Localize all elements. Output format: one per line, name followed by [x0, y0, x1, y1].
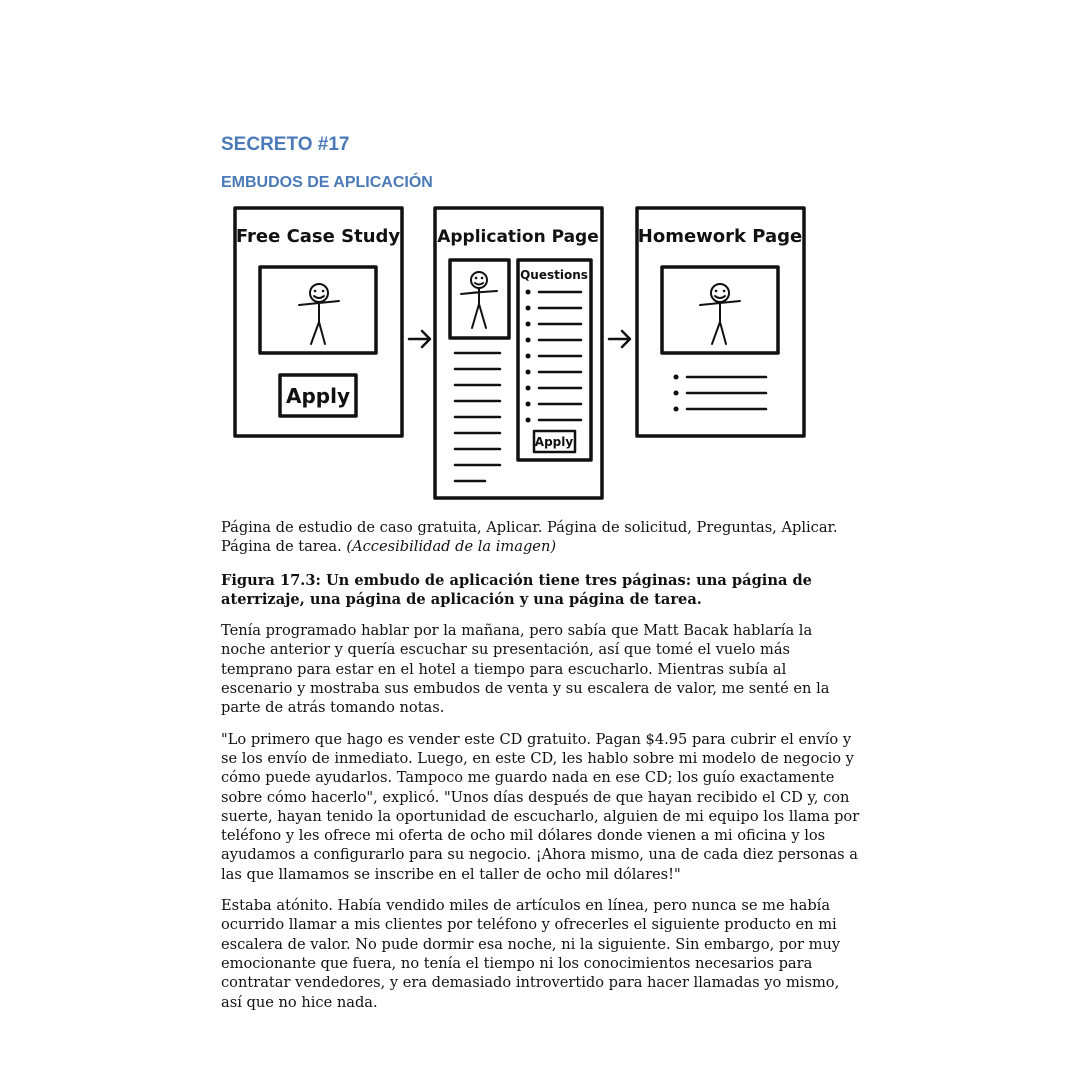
body-paragraph-1: Tenía programado hablar por la mañana, pero sabía que Matt Bacak hablaría la noche anterior y quería escuchar su presentación, así que tomé el vuelo más temprano para estar en el hotel a tiempo para escucharlo. Mientras subía al escenario y mostraba sus embudos de venta y su escalera de valor, me senté en la parte de atrás tomando notas. — [221, 622, 830, 717]
body-paragraph-2: "Lo primero que hago es vender este CD gratuito. Pagan $4.95 para cubrir el envío y se los envío de inmediato. Luego, en este CD, les hablo sobre mi modelo de negocio y cómo puede ayudarlos. Tampoco me guardo nada en ese CD; los guío exactamente sobre cómo hacerlo", explicó. "Unos días después de que hayan recibido el CD y, con suerte, hayan tenido la oportunidad de escucharlo, alguien de mi equipo los llama por teléfono y les ofrece mi oferta de ocho mil dólares donde vienen a mi oficina y los ayudamos a configurarlo para su negocio. ¡Ahora mismo, una de cada diez personas a las que llamamos se inscribe en el taller de ocho mil dólares!" — [221, 730, 860, 883]
stick-figure-icon — [461, 272, 497, 328]
panel-2-title: Application Page — [437, 227, 599, 247]
panel-2-apply-button: Apply — [534, 435, 574, 449]
funnel-figure — [221, 206, 811, 502]
questions-label: Questions — [520, 268, 588, 282]
funnel-diagram — [221, 206, 811, 502]
bullet-list — [676, 377, 766, 409]
text-lines — [455, 353, 500, 481]
panel-1-apply-button: Apply — [285, 384, 351, 408]
arrow-right-icon — [609, 331, 630, 347]
section-title: SECRETO #17 — [221, 134, 350, 155]
panel-free-case-study — [235, 208, 402, 436]
question-list — [528, 292, 581, 420]
stick-figure-icon — [299, 284, 339, 344]
body-paragraph-3: Estaba atónito. Había vendido miles de artículos en línea, pero nunca se me había ocurrido llamar a mis clientes por teléfono y ofrecerles el siguiente producto en mi escalera de valor. No pude dormir esa noche, ni la siguiente. Sin embargo, por muy emocionante que fuera, no tenía el tiempo ni los conocimientos necesarios para contratar vendedores, y era demasiado introvertido para hacer llamadas yo mismo, así que no hice nada. — [221, 897, 841, 1011]
document-page — [221, 130, 861, 1012]
accessibility-link[interactable]: (Accesibilidad de la imagen) — [346, 538, 557, 556]
panel-1-title: Free Case Study — [235, 226, 401, 247]
arrow-right-icon — [409, 331, 430, 347]
panel-3-title: Homework Page — [637, 226, 803, 247]
section-subtitle: EMBUDOS DE APLICACIÓN — [221, 174, 433, 191]
figure-alt-text — [221, 518, 861, 557]
panel-application-page — [435, 208, 602, 498]
panel-homework-page — [637, 208, 804, 436]
alt-description: Página de estudio de caso gratuita, Aplicar. Página de solicitud, Preguntas, Aplicar. Página de tarea. — [221, 519, 838, 556]
figure-caption: Figura 17.3: Un embudo de aplicación tiene tres páginas: una página de aterrizaje, una página de aplicación y una página de tarea. — [221, 571, 812, 608]
stick-figure-icon — [700, 284, 740, 344]
